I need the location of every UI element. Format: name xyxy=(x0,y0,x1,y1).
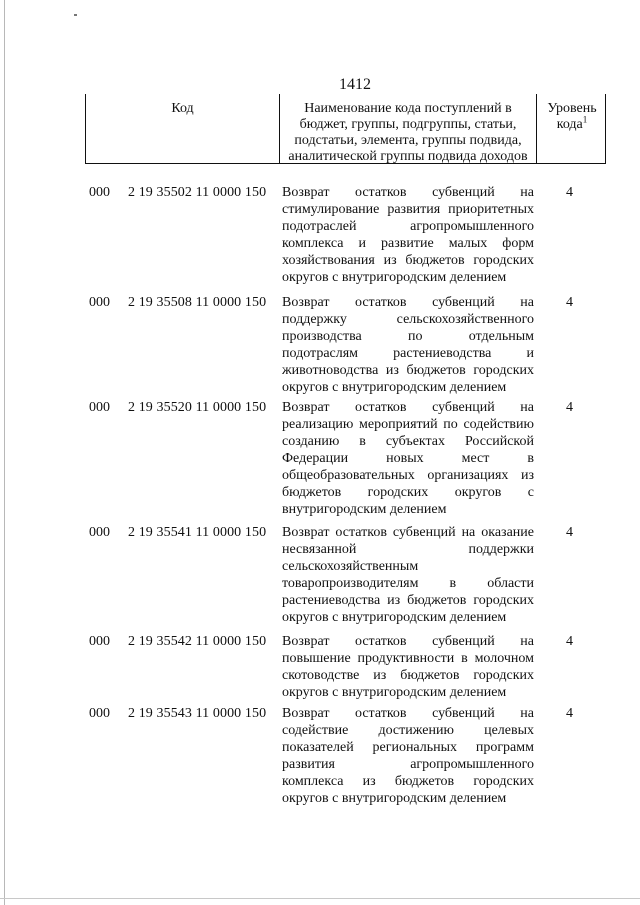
row-level: 4 xyxy=(566,706,573,721)
row-description-line: общеобразовательных организациях из xyxy=(282,468,534,483)
page-edge-bottom xyxy=(0,898,640,899)
row-code: 2 19 35543 11 0000 150 xyxy=(128,706,267,721)
row-description-line: развития агропромышленного xyxy=(282,757,534,772)
row-description xyxy=(282,633,534,701)
row-level: 4 xyxy=(566,400,573,415)
row-description-line: производства по отдельным xyxy=(282,329,534,344)
row-description-line: показателей региональных программ xyxy=(282,740,534,755)
row-code: 2 19 35502 11 0000 150 xyxy=(128,185,267,200)
row-description xyxy=(282,184,534,286)
row-description-line: сельскохозяйственным xyxy=(282,559,419,574)
row-description-line: Федерации новых мест в xyxy=(282,451,534,466)
header-level xyxy=(537,94,607,163)
row-description-line: Возврат остатков субвенций на xyxy=(282,400,534,415)
header-level-word: кода xyxy=(556,117,583,132)
row-description-line: округов с внутригородским делением xyxy=(282,685,507,700)
header-name-line: аналитической группы подвида доходов xyxy=(288,149,528,164)
table-body xyxy=(0,184,640,807)
row-description-line: подотраслям растениеводства и xyxy=(282,346,534,361)
row-description-line: внутригородским делением xyxy=(282,502,447,517)
row-level: 4 xyxy=(566,295,573,310)
header-name-line: Наименование кода поступлений в xyxy=(304,101,512,116)
row-description xyxy=(282,705,534,807)
scan-speck xyxy=(74,14,77,16)
row-description-line: реализацию мероприятий по содействию xyxy=(282,417,534,432)
table-row xyxy=(0,399,640,518)
row-code-prefix: 000 xyxy=(89,400,110,415)
row-level: 4 xyxy=(566,525,573,540)
row-description-line: подотраслей агропромышленного xyxy=(282,219,534,234)
row-level: 4 xyxy=(566,634,573,649)
row-description-line: животноводства из бюджетов городских xyxy=(282,363,534,378)
header-level-line-2 xyxy=(537,114,607,133)
row-description-line: бюджетов городских округов с xyxy=(282,485,534,500)
header-code: Код xyxy=(86,94,280,163)
table-row xyxy=(0,294,640,396)
row-code-prefix: 000 xyxy=(89,706,110,721)
row-description-line: Возврат остатков субвенций на xyxy=(282,185,534,200)
row-level: 4 xyxy=(566,185,573,200)
row-description-line: комплекса из бюджетов городских xyxy=(282,774,534,789)
row-description-line: Возврат остатков субвенций на оказание xyxy=(282,525,534,540)
row-code: 2 19 35520 11 0000 150 xyxy=(128,400,267,415)
row-description xyxy=(282,399,534,518)
row-code-prefix: 000 xyxy=(89,634,110,649)
row-code: 2 19 35542 11 0000 150 xyxy=(128,634,267,649)
row-description-line: Возврат остатков субвенций на xyxy=(282,634,534,649)
row-code-prefix: 000 xyxy=(89,525,110,540)
page-number: 1412 xyxy=(339,76,371,93)
table-row xyxy=(0,705,640,807)
row-description-line: округов с внутригородским делением xyxy=(282,380,507,395)
header-name xyxy=(280,94,537,163)
row-code-prefix: 000 xyxy=(89,295,110,310)
row-description-line: товаропроизводителям в области xyxy=(282,576,534,591)
row-description-line: округов с внутригородским делением xyxy=(282,610,507,625)
row-description-line: скотоводстве из бюджетов городских xyxy=(282,668,534,683)
row-code-prefix: 000 xyxy=(89,185,110,200)
table-row xyxy=(0,524,640,626)
row-description xyxy=(282,294,534,396)
table-row xyxy=(0,633,640,701)
row-description-line: поддержку сельскохозяйственного xyxy=(282,312,534,327)
row-description-line: Возврат остатков субвенций на xyxy=(282,295,534,310)
row-description-line: Возврат остатков субвенций на xyxy=(282,706,534,721)
table-header xyxy=(85,94,606,164)
row-description-line: комплекса и развитие малых форм xyxy=(282,236,534,251)
row-code: 2 19 35541 11 0000 150 xyxy=(128,525,267,540)
row-description xyxy=(282,524,534,626)
row-description-line: хозяйствования из бюджетов городских xyxy=(282,253,534,268)
header-name-line: подстатьи, элемента, группы подвида, xyxy=(294,133,522,148)
row-description-line: повышение продуктивности в молочном xyxy=(282,651,534,666)
row-code: 2 19 35508 11 0000 150 xyxy=(128,295,267,310)
header-name-line: бюджет, группы, подгруппы, статьи, xyxy=(299,117,517,132)
row-description-line: округов с внутригородским делением xyxy=(282,270,507,285)
header-level-line: Уровень xyxy=(547,101,597,116)
row-description-line: округов с внутригородским делением xyxy=(282,791,507,806)
row-description-line: несвязанной поддержки xyxy=(282,542,534,557)
header-level-footnote: 1 xyxy=(582,114,588,125)
row-description-line: стимулирование развития приоритетных xyxy=(282,202,534,217)
row-description-line: растениеводства из бюджетов городских xyxy=(282,593,534,608)
row-description-line: созданию в субъектах Российской xyxy=(282,434,534,449)
table-row xyxy=(0,184,640,286)
row-description-line: содействие достижению целевых xyxy=(282,723,534,738)
